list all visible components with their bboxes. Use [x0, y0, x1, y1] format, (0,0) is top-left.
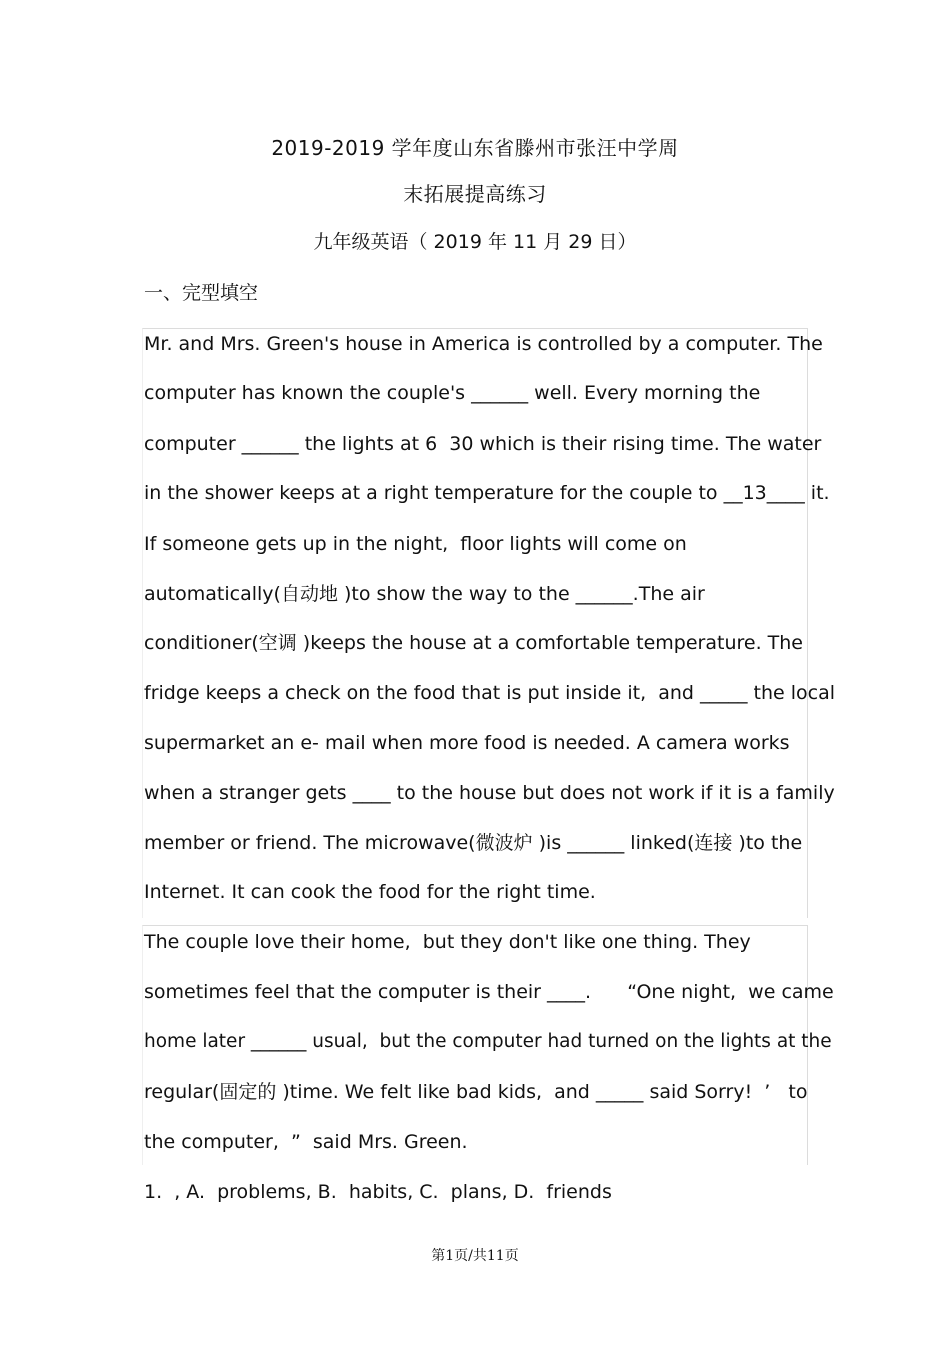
passage-line: when a stranger gets ____ to the house but does not work if it is a family — [144, 782, 835, 804]
passage-line: regular(固定的 )time. We felt like bad kids, and _____ said Sorry! ’ to — [144, 1081, 808, 1103]
passage-line: member or friend. The microwave(微波炉 )is ______ linked(连接 )to the — [144, 832, 803, 854]
passage-line: in the shower keeps at a right temperature for the couple to __13____ it. — [144, 482, 830, 504]
passage-line: supermarket an e- mail when more food is needed. A camera works — [144, 732, 790, 754]
passage-line: Mr. and Mrs. Green's house in America is controlled by a computer. The — [144, 333, 823, 355]
page-footer: 第1页/共11页 — [431, 1248, 519, 1264]
passage-line: automatically(自动地 )to show the way to the ______.The air — [144, 583, 705, 605]
passage-line: fridge keeps a check on the food that is put inside it, and _____ the local — [144, 682, 836, 704]
passage-line: computer has known the couple's ______ well. Every morning the — [144, 382, 761, 404]
passage-line: If someone gets up in the night, floor lights will come on — [144, 533, 687, 555]
passage-line: home later ______ usual, but the computer had turned on the lights at the — [144, 1031, 832, 1052]
passage-line: conditioner(空调 )keeps the house at a comfortable temperature. The — [144, 632, 803, 654]
passage-line: Internet. It can cook the food for the right time. — [144, 881, 596, 903]
document-subtitle: 九年级英语（ 2019 年 11 月 29 日） — [313, 231, 637, 253]
passage-line: sometimes feel that the computer is their ____. “One night, we came — [144, 981, 834, 1003]
document-title-line-1: 2019-2019 学年度山东省滕州市张汪中学周 — [271, 136, 679, 160]
passage-line: computer ______ the lights at 6 30 which is their rising time. The water — [144, 433, 822, 455]
document-title-line-2: 末拓展提高练习 — [403, 182, 547, 206]
passage-line: The couple love their home, but they don't like one thing. They — [144, 931, 751, 953]
question-1-options: 1. , A. problems, B. habits, C. plans, D. friends — [144, 1181, 612, 1203]
passage-line: the computer, ” said Mrs. Green. — [144, 1131, 468, 1153]
section-heading: 一、完型填空 — [144, 282, 259, 304]
